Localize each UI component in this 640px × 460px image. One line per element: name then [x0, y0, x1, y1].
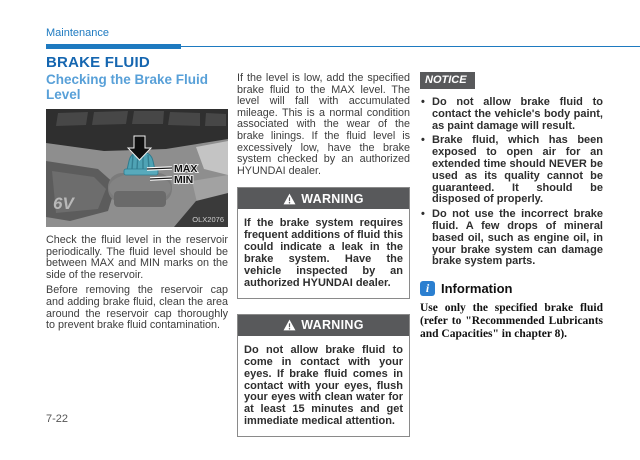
warning-header	[238, 188, 409, 209]
page-title: BRAKE FLUID	[46, 54, 150, 71]
filter-housing	[114, 191, 166, 207]
col1-text-block	[46, 235, 228, 332]
min-mark-label: MIN	[174, 174, 194, 186]
warning-triangle-icon	[283, 193, 296, 205]
engine-cover-label: 6V	[53, 194, 74, 213]
notice-item: • Do not use the incorrect brake fluid. A few drops of mineral based oil, such as engine oil, in your brake system can damage brake system parts.	[420, 209, 603, 268]
warning-title: WARNING	[301, 318, 364, 333]
page-number: 7-22	[46, 413, 69, 425]
section-subheading: Checking the Brake Fluid Level	[46, 72, 209, 102]
paragraph: Check the fluid level in the reservoir periodically. The fluid level should be between MAX and MIN marks on the side of the reservoir.	[46, 234, 228, 281]
warning-box-leak	[237, 187, 410, 298]
warning-triangle-icon	[283, 319, 296, 331]
notice-item: • Do not allow brake fluid to contact the vehicle's body paint, as paint damage will result.	[420, 97, 603, 132]
header-rule-thick	[46, 44, 181, 49]
header-rule-thin	[181, 46, 640, 47]
warning-box-eyes	[237, 314, 410, 437]
warning-header	[238, 315, 409, 336]
information-title: Information	[441, 281, 513, 297]
column-left	[46, 73, 228, 336]
paragraph: If the level is low, add the specified brake fluid to the MAX level. The level will fall with accumulated mileage. This is a normal condition associated with the wear of the brake linings. If the fluid level is excessively low, have the brake system checked by an authorized HYUNDAI dealer.	[237, 72, 410, 177]
warning-title: WARNING	[301, 191, 364, 206]
max-mark-label: MAX	[174, 163, 198, 175]
warning-body: If the brake system requires frequent additions of fluid this could indicate a leak in the brake system. Have the vehicle inspected by an authorized HYUNDAI dealer.	[244, 217, 403, 289]
image-code: OLX2076	[192, 215, 224, 224]
information-header	[420, 281, 603, 296]
column-right	[420, 70, 603, 341]
notice-item: • Brake fluid, which has been exposed to open air for an extended time should NEVER be used as its quality cannot be guaranteed. It should be disposed of properly.	[420, 135, 603, 206]
brake-fluid-reservoir-photo	[46, 109, 228, 227]
information-body: Use only the specified brake fluid (refer to "Recommended Lubricants and Capacities" in chapter 8).	[420, 302, 603, 340]
notice-badge: NOTICE	[420, 72, 475, 89]
information-icon: i	[420, 281, 435, 296]
warning-body: Do not allow brake fluid to come in contact with your eyes. If brake fluid comes in contact with your eyes, flush your eyes with clean water for at least 15 minutes and get immediate medical attention.	[244, 343, 403, 428]
paragraph: Before removing the reservoir cap and adding brake fluid, clean the area around the reservoir cap thoroughly to prevent brake fluid contamination.	[46, 284, 228, 332]
running-head-section: Maintenance	[46, 27, 109, 39]
notice-list	[420, 97, 603, 268]
engine-bay-illustration	[46, 109, 228, 227]
column-middle	[237, 70, 410, 437]
